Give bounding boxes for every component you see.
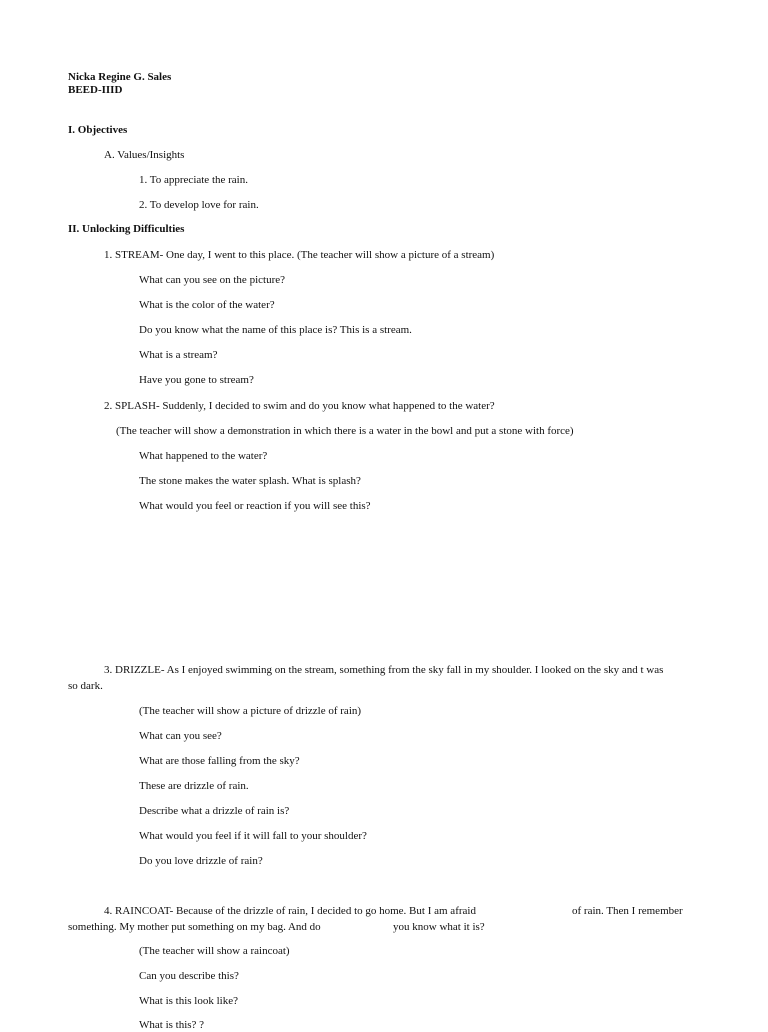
raincoat-question: What is this look like?	[139, 995, 238, 1007]
splash-note: (The teacher will show a demonstration in which there is a water in the bowl and put a stone with force)	[116, 425, 574, 437]
stream-question: Do you know what the name of this place is? This is a stream.	[139, 324, 412, 336]
stream-question: Have you gone to stream?	[139, 374, 254, 386]
splash-question: What happened to the water?	[139, 450, 268, 462]
drizzle-question: (The teacher will show a picture of drizzle of rain)	[139, 705, 362, 717]
raincoat-question: (The teacher will show a raincoat)	[139, 945, 290, 957]
student-name: Nicka Regine G. Sales	[68, 71, 172, 83]
unlocking-heading: II. Unlocking Difficulties	[68, 223, 185, 235]
stream-title: 1. STREAM- One day, I went to this place. (The teacher will show a picture of a stream)	[104, 249, 495, 261]
raincoat-question: What is this? ?	[139, 1019, 205, 1031]
drizzle-question: These are drizzle of rain.	[139, 780, 249, 792]
splash-question: What would you feel or reaction if you will see this?	[139, 500, 371, 512]
objective-item: 2. To develop love for rain.	[139, 199, 259, 211]
drizzle-title: 3. DRIZZLE- As I enjoyed swimming on the stream, something from the sky fall in my shoulder. I looked on the sky and t was	[104, 664, 664, 676]
stream-question: What can you see on the picture?	[139, 274, 285, 286]
drizzle-question: Describe what a drizzle of rain is?	[139, 805, 290, 817]
student-course: BEED-IIID	[68, 84, 123, 96]
raincoat-question: Can you describe this?	[139, 970, 239, 982]
objective-item: 1. To appreciate the rain.	[139, 174, 248, 186]
objectives-heading: I. Objectives	[68, 124, 128, 136]
raincoat-title-continued-end: you know what it is?	[393, 921, 485, 933]
stream-question: What is a stream?	[139, 349, 218, 361]
stream-question: What is the color of the water?	[139, 299, 275, 311]
splash-question: The stone makes the water splash. What is splash?	[139, 475, 361, 487]
drizzle-question: Do you love drizzle of rain?	[139, 855, 263, 867]
objectives-subheading: A. Values/Insights	[104, 149, 185, 161]
drizzle-question: What are those falling from the sky?	[139, 755, 300, 767]
raincoat-title-end: of rain. Then I remember	[572, 905, 683, 917]
raincoat-title: 4. RAINCOAT- Because of the drizzle of rain, I decided to go home. But I am afraid	[104, 905, 476, 917]
drizzle-question: What would you feel if it will fall to your shoulder?	[139, 830, 367, 842]
drizzle-title-continued: so dark.	[68, 680, 103, 692]
splash-title: 2. SPLASH- Suddenly, I decided to swim and do you know what happened to the water?	[104, 400, 495, 412]
raincoat-title-continued: something. My mother put something on my bag. And do	[68, 921, 321, 933]
drizzle-question: What can you see?	[139, 730, 222, 742]
